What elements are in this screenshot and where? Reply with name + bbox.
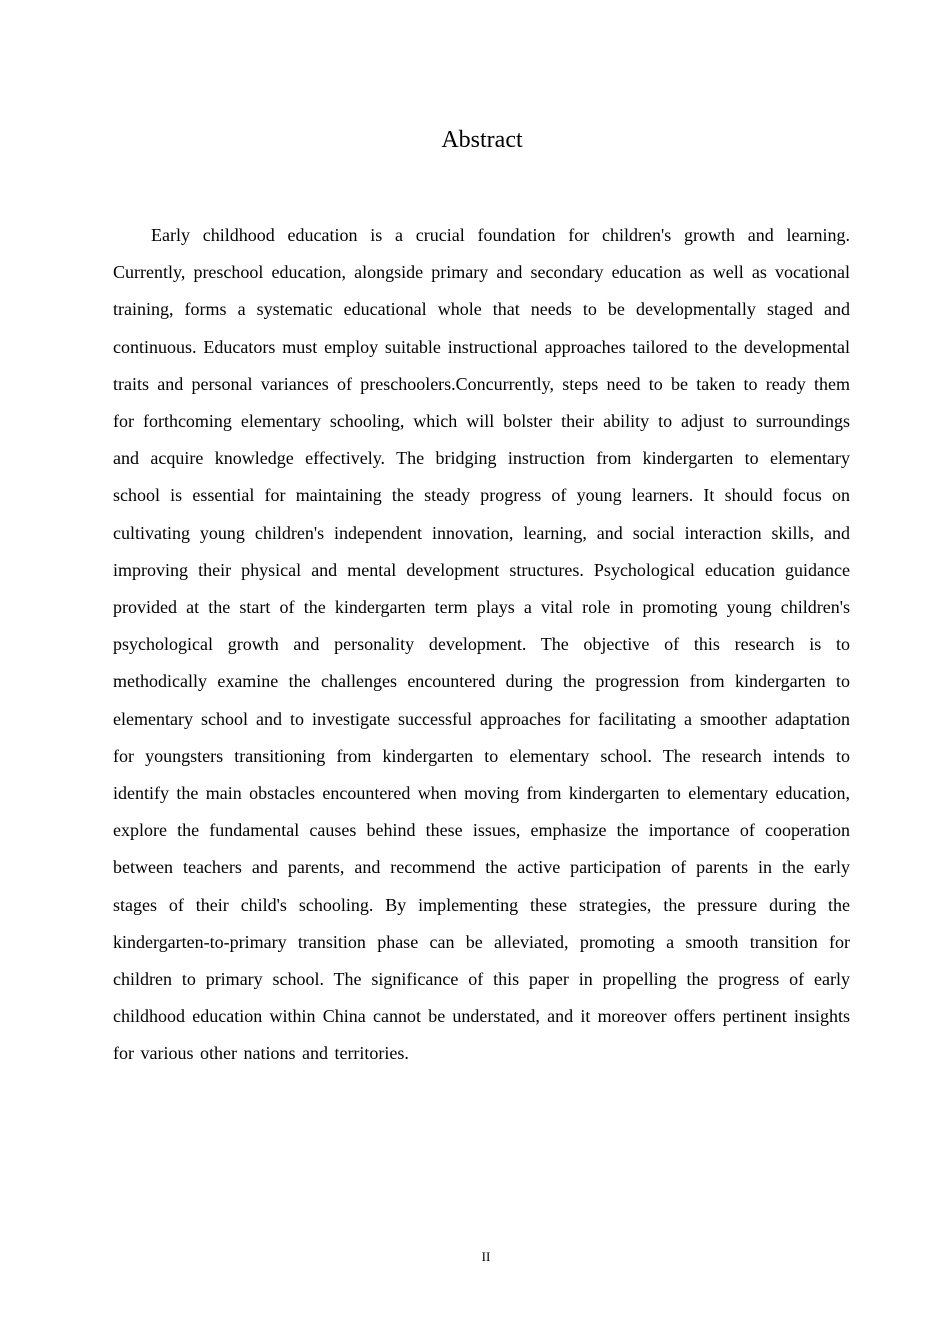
page-number: II bbox=[481, 1249, 491, 1264]
page-title: Abstract bbox=[441, 127, 523, 153]
abstract-body: Early childhood education is a crucial foundation for children's growth and learning. Currently, preschool education, alongside primary and secondary education as well as vocational training, forms a systematic educational whole that needs to be developmentally staged and continuous. Educators must employ suitable instructional approaches tailored to the developmental traits and personal variances of preschoolers.Concurrently, steps need to be taken to ready them for forthcoming elementary schooling, which will bolster their ability to adjust to surroundings and acquire knowledge effectively. The bridging instruction from kindergarten to elementary school is essential for maintaining the steady progress of young learners. It should focus on cultivating young children's independent innovation, learning, and social interaction skills, and improving their physical and mental development structures. Psychological education guidance provided at the start of the kindergarten term plays a vital role in promoting young children's psychological growth and personality development. The objective of this research is to methodically examine the challenges encountered during the progression from kindergarten to elementary school and to investigate successful approaches for facilitating a smoother adaptation for youngsters transitioning from kindergarten to elementary school. The research intends to identify the main obstacles encountered when moving from kindergarten to elementary education, explore the fundamental causes behind these issues, emphasize the importance of cooperation between teachers and parents, and recommend the active participation of parents in the early stages of their child's schooling. By implementing these strategies, the pressure during the kindergarten-to-primary transition phase can be alleviated, promoting a smooth transition for children to primary school. The significance of this paper in propelling the progress of early childhood education within China cannot be understated, and it moreover offers pertinent insights for various other nations and territories. bbox=[113, 225, 850, 1064]
